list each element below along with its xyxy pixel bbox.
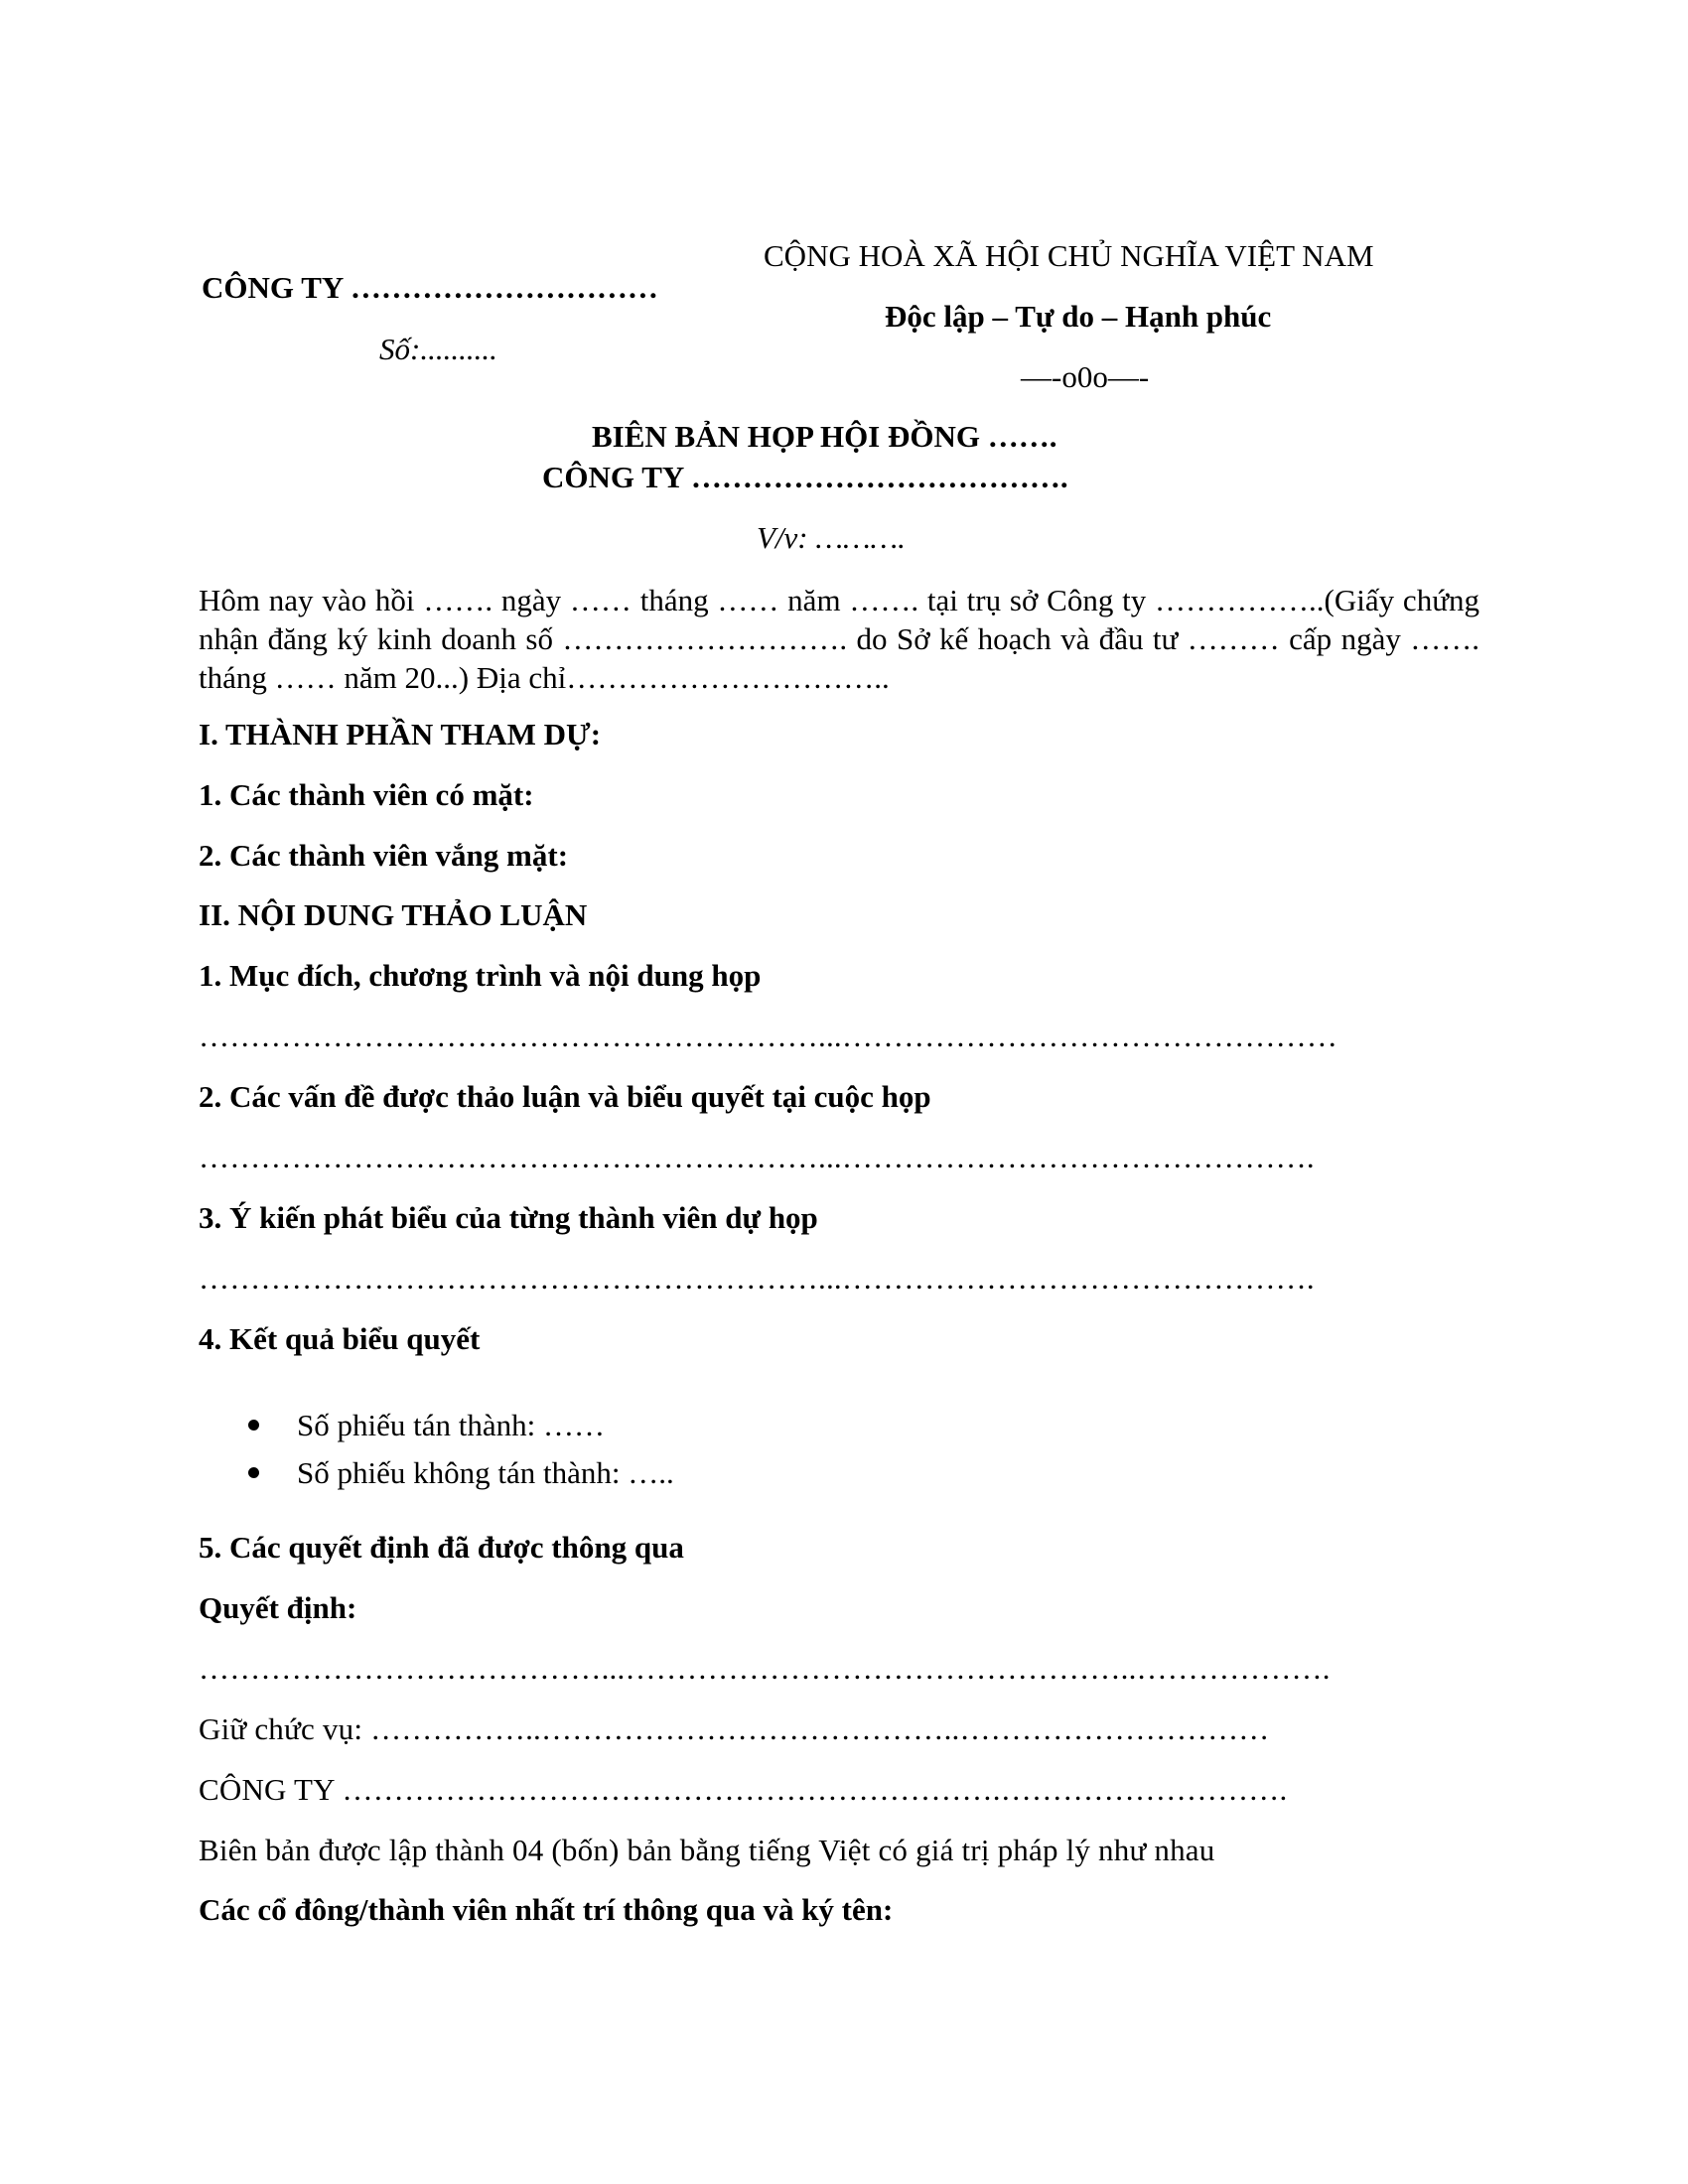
opinions-dots: ……………………………………………………...………………………………………. <box>199 1261 1315 1296</box>
decision-label: Quyết định: <box>199 1590 357 1625</box>
section-2-purpose: 1. Mục đích, chương trình và nội dung họp <box>199 958 762 993</box>
position-line: Giữ chức vụ: ……………..…………………………………..………………………… <box>199 1711 1270 1746</box>
intro-paragraph: Hôm nay vào hồi ……. ngày …… tháng …… năm ……. tại trụ sở Công ty ……………..(Giấy chứng nhận đăng ký kinh doanh số ………………………. do Sở kế hoạch và đầu tư ……… cấp ngày ……. tháng …… năm 20...) Địa chỉ………………………….. <box>199 583 1479 695</box>
section-2-decisions: 5. Các quyết định đã được thông qua <box>199 1530 684 1565</box>
document-title: BIÊN BẢN HỌP HỘI ĐỒNG ……. <box>592 419 1057 454</box>
copies-note: Biên bản được lập thành 04 (bốn) bản bằng tiếng Việt có giá trị pháp lý như nhau <box>199 1833 1215 1867</box>
decision-dots: …………………………………...…………………………………………..………………. <box>199 1651 1331 1686</box>
section-2-issues: 2. Các vấn đề được thảo luận và biểu quyết tại cuộc họp <box>199 1079 931 1114</box>
document-subject: V/v: ………. <box>757 520 906 555</box>
section-2-title: II. NỘI DUNG THẢO LUẬN <box>199 897 588 932</box>
document-number: Số:.......... <box>379 332 497 366</box>
list-item <box>248 1455 674 1491</box>
nation-title: CỘNG HOÀ XÃ HỘI CHỦ NGHĨA VIỆT NAM <box>764 238 1374 273</box>
national-motto: Độc lập – Tự do – Hạnh phúc <box>885 299 1272 334</box>
ornament-divider: —-o0o—- <box>1021 359 1150 394</box>
company-end-line: CÔNG TY ……………………………………………………….………………………. <box>199 1772 1288 1807</box>
votes-against: Số phiếu không tán thành: ….. <box>297 1455 674 1490</box>
section-1-present: 1. Các thành viên có mặt: <box>199 777 534 812</box>
document-title-company: CÔNG TY ………………………………. <box>542 460 1068 494</box>
purpose-dots: ……………………………………………………...………………………………………… <box>199 1019 1338 1053</box>
company-line: CÔNG TY ………………………… <box>202 270 658 305</box>
bullet-icon <box>248 1420 259 1431</box>
list-item <box>248 1408 605 1443</box>
section-1-absent: 2. Các thành viên vắng mặt: <box>199 838 569 873</box>
section-2-results: 4. Kết quả biểu quyết <box>199 1321 481 1356</box>
bullet-icon <box>248 1467 259 1478</box>
signers-line: Các cổ đông/thành viên nhất trí thông qua và ký tên: <box>199 1892 894 1927</box>
votes-for: Số phiếu tán thành: …… <box>297 1408 605 1442</box>
issues-dots: ……………………………………………………...………………………………………. <box>199 1140 1315 1174</box>
section-1-title: I. THÀNH PHẦN THAM DỰ: <box>199 717 602 751</box>
section-2-opinions: 3. Ý kiến phát biểu của từng thành viên dự họp <box>199 1200 818 1235</box>
